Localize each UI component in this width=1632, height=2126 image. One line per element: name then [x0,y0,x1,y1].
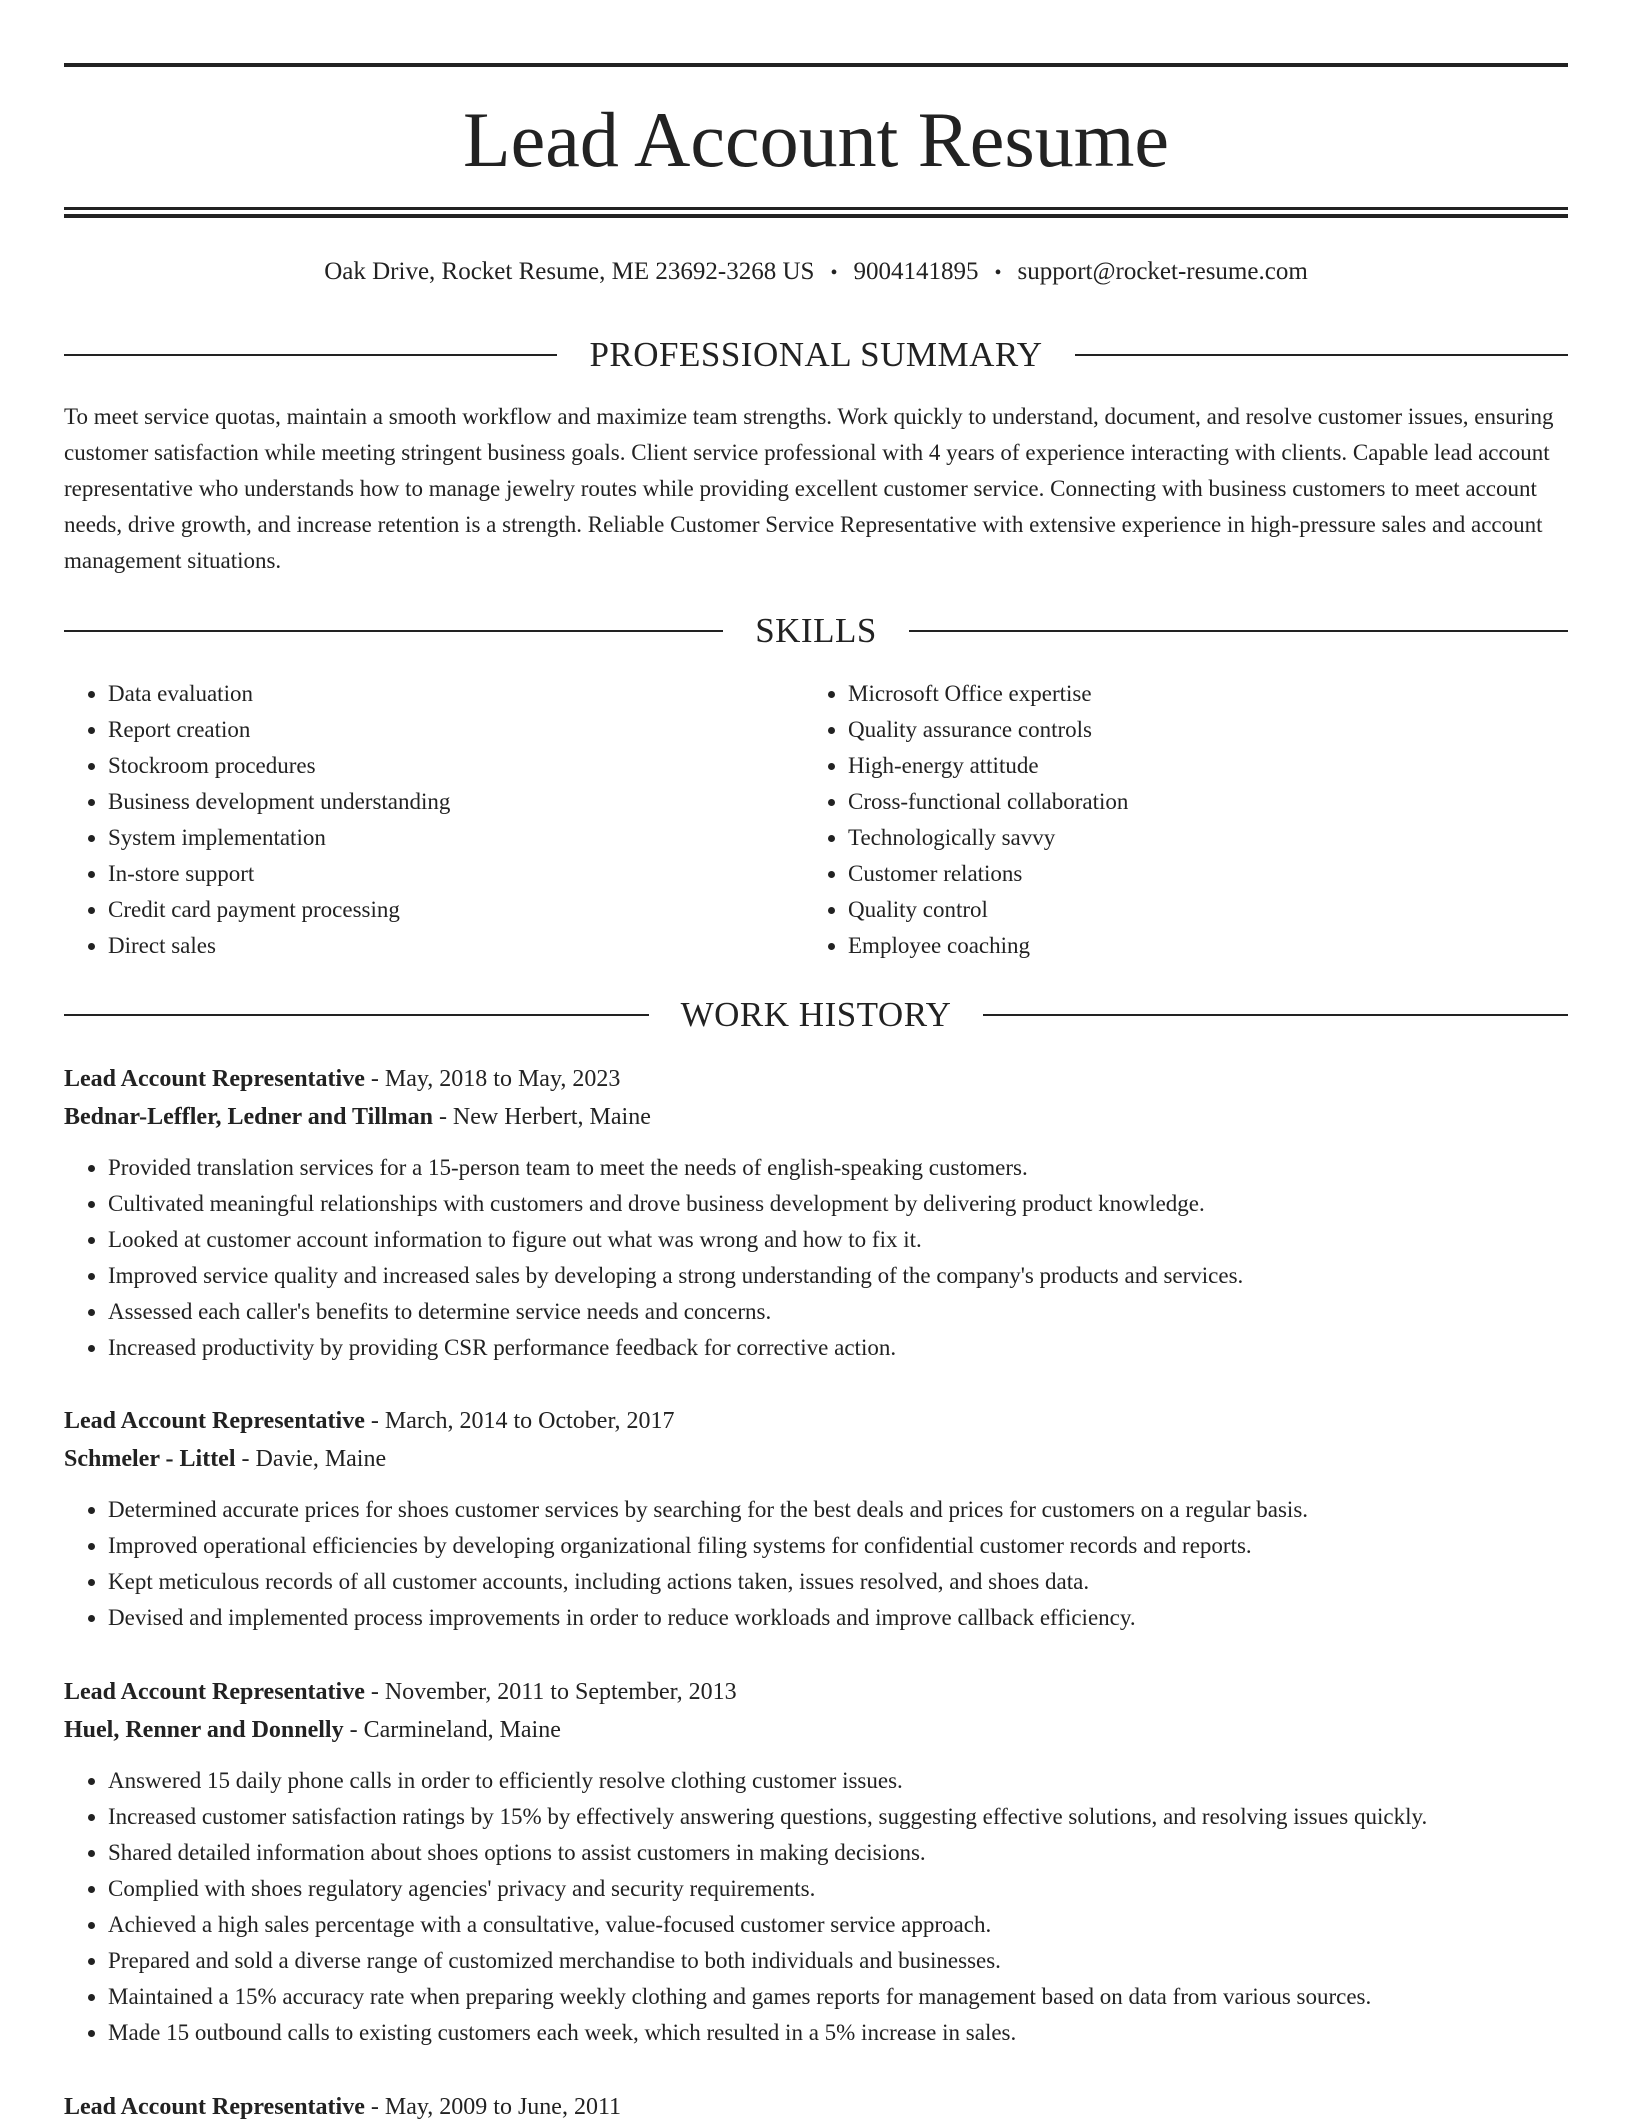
job-title: Lead Account Representative [64,1679,365,1705]
section-title-summary: PROFESSIONAL SUMMARY [589,335,1043,374]
job-company: Huel, Renner and Donnelly [64,1717,344,1743]
skill-item: • Report creation [108,712,806,748]
job-bullet: • Answered 15 daily phone calls in order to efficiently resolve clothing customer issues. [108,1763,1568,1799]
job-entry [64,1673,1568,2051]
job-title: Lead Account Representative [64,2094,365,2120]
job-location: - Davie, Maine [235,1446,387,1472]
skill-item: • Stockroom procedures [108,748,806,784]
section-title-work-history: WORK HISTORY [680,995,952,1034]
job-company: Bednar-Leffler, Ledner and Tillman [64,1104,433,1130]
job-bullets [64,1492,1568,1636]
job-title-line [64,1060,1568,1098]
job-bullet: • Increased productivity by providing CSR performance feedback for corrective action. [108,1330,1568,1366]
skill-item: • Business development understanding [108,784,806,820]
job-bullet: • Assessed each caller's benefits to determine service needs and concerns. [108,1294,1568,1330]
job-company-line [64,1440,1568,1478]
job-bullet: • Maintained a 15% accuracy rate when preparing weekly clothing and games reports for management based on data from various sources. [108,1979,1568,2015]
job-dates: - March, 2014 to October, 2017 [364,1408,675,1434]
skill-item: • Customer relations [848,856,1548,892]
section-heading-summary [64,333,1568,377]
job-bullets [64,1763,1568,2051]
job-entry [64,1402,1568,1636]
job-title-line [64,2088,1568,2126]
header-top-rule [64,63,1568,67]
section-title-skills: SKILLS [755,611,877,650]
job-bullet: • Prepared and sold a diverse range of customized merchandise to both individuals and businesses. [108,1943,1568,1979]
skill-item: • Microsoft Office expertise [848,676,1548,712]
job-title-line [64,1402,1568,1440]
job-bullet: • Improved service quality and increased sales by developing a strong understanding of the company's products and services. [108,1258,1568,1294]
skill-item: • Cross-functional collaboration [848,784,1548,820]
section-heading-skills [64,609,1568,653]
contact-separator: • [830,262,838,284]
header-double-rule [64,207,1568,218]
job-bullet: • Devised and implemented process improvements in order to reduce workloads and improve callback efficiency. [108,1600,1568,1636]
job-title: Lead Account Representative [64,1408,365,1434]
job-bullets [64,1150,1568,1366]
job-title: Lead Account Representative [64,1066,365,1092]
heading-rule [64,630,723,632]
heading-rule [64,1014,649,1016]
skills-column-right [806,676,1548,964]
job-location: - New Herbert, Maine [432,1104,651,1130]
contact-line [64,254,1568,291]
job-title-line [64,1673,1568,1711]
skill-item: • Technologically savvy [848,820,1548,856]
skill-item: • System implementation [108,820,806,856]
job-bullet: • Made 15 outbound calls to existing customers each week, which resulted in a 5% increase in sales. [108,2015,1568,2051]
contact-separator: • [994,262,1002,284]
section-heading-work-history [64,993,1568,1037]
job-bullet: • Provided translation services for a 15-person team to meet the needs of english-speaking customers. [108,1150,1568,1186]
job-company: Schmeler - Littel [64,1446,236,1472]
job-entry [64,1060,1568,1366]
heading-rule [1075,354,1568,356]
heading-rule [983,1014,1568,1016]
job-bullet: • Increased customer satisfaction ratings by 15% by effectively answering questions, suggesting effective solutions, and resolving issues quickly. [108,1799,1568,1835]
skill-item: • In-store support [108,856,806,892]
skill-item: • High-energy attitude [848,748,1548,784]
job-dates: - May, 2009 to June, 2011 [364,2094,622,2120]
job-entry [64,2088,1568,2126]
skills-list [64,676,1568,964]
skill-item: • Data evaluation [108,676,806,712]
contact-phone[interactable]: 9004141895 [853,258,979,285]
job-bullet: • Achieved a high sales percentage with a consultative, value-focused customer service approach. [108,1907,1568,1943]
skill-item: • Quality assurance controls [848,712,1548,748]
professional-summary-text: To meet service quotas, maintain a smooth workflow and maximize team strengths. Work quickly to understand, document, and resolve customer issues, ensuring customer satisfaction while meeting stringent business goals. Client service professional with 4 years of experience interacting with clients. Capable lead account representative who understands how to manage jewelry routes while providing excellent customer service. Connecting with business customers to meet account needs, drive growth, and increase retention is a strength. Reliable Customer Service Representative with extensive experience in high-pressure sales and account management situations. [64,404,1554,573]
job-bullet: • Complied with shoes regulatory agencies' privacy and security requirements. [108,1871,1568,1907]
skill-item: • Direct sales [108,928,806,964]
contact-email[interactable]: support@rocket-resume.com [1017,258,1308,285]
job-company-line [64,1098,1568,1136]
resume-title: Lead Account Resume [462,96,1170,183]
skill-item: • Employee coaching [848,928,1548,964]
job-location: - Carmineland, Maine [343,1717,561,1743]
job-bullet: • Improved operational efficiencies by developing organizational filing systems for confidential customer records and reports. [108,1528,1568,1564]
skill-item: • Quality control [848,892,1548,928]
job-bullet: • Kept meticulous records of all customer accounts, including actions taken, issues resolved, and shoes data. [108,1564,1568,1600]
job-bullet: • Determined accurate prices for shoes customer services by searching for the best deals and prices for customers on a regular basis. [108,1492,1568,1528]
job-company-line [64,1711,1568,1749]
job-bullet: • Shared detailed information about shoes options to assist customers in making decisions. [108,1835,1568,1871]
heading-rule [909,630,1568,632]
job-dates: - May, 2018 to May, 2023 [364,1066,621,1092]
skill-item: • Credit card payment processing [108,892,806,928]
job-bullet: • Looked at customer account information to figure out what was wrong and how to fix it. [108,1222,1568,1258]
skills-column-left [64,676,806,964]
job-bullet: • Cultivated meaningful relationships with customers and drove business development by delivering product knowledge. [108,1186,1568,1222]
contact-address: Oak Drive, Rocket Resume, ME 23692-3268 US [324,258,815,285]
heading-rule [64,354,557,356]
job-dates: - November, 2011 to September, 2013 [364,1679,737,1705]
